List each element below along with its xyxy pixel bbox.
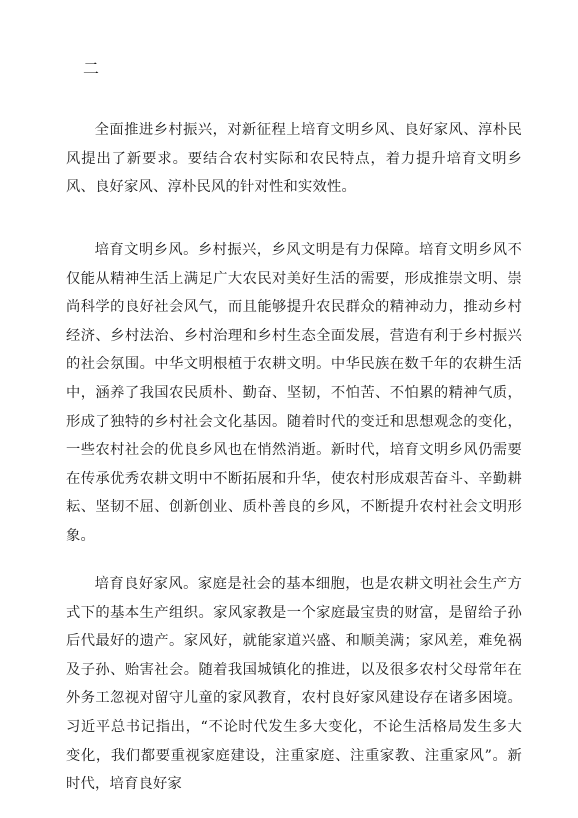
paragraph-civilized-rural-customs: 培育文明乡风。乡村振兴，乡风文明是有力保障。培育文明乡风不仅能从精神生活上满足广大农民对美好生活的需要，形成推崇文明、崇尚科学的良好社会风气，而且能够提升农民群众的精神动力，推动乡村经济、乡村法治、乡村治理和乡村生态全面发展，营造有利于乡村振兴的社会氛围。中华文明根植于农耕文明。中华民族在数千年的农耕生活中，涵养了我国农民质朴、勤奋、坚韧，不怕苦、不怕累的精神气质，形成了独特的乡村社会文化基因。随着时代的变迁和思想观念的变化，一些农村社会的优良乡风也在悄然消逝。新时代，培育文明乡风仍需要在传承优秀农耕文明中不断拓展和升华，使农村形成艰苦奋斗、辛勤耕耘、坚韧不屈、创新创业、质朴善良的乡风，不断提升农村社会文明形象。 — [66, 242, 522, 544]
paragraph-good-family-customs: 培育良好家风。家庭是社会的基本细胞，也是农耕文明社会生产方式下的基本生产组织。家风家教是一个家庭最宝贵的财富，是留给子孙后代最好的遗产。家风好，就能家道兴盛、和顺美满；家风差，难免祸及子孙、贻害社会。随着我国城镇化的推进，以及很多农村父母常年在外务工忽视对留守儿童的家风教育，农村良好家风建设存在诸多困境。习近平总书记指出，“不论时代发生多大变化，不论生活格局发生多大变化，我们都要重视家庭建设，注重家庭、注重家教、注重家风”。新时代，培育良好家 — [66, 576, 522, 793]
paragraph-intro: 全面推进乡村振兴，对新征程上培育文明乡风、良好家风、淳朴民风提出了新要求。要结合农村实际和农民特点，着力提升培育文明乡风、良好家风、淳朴民风的针对性和实效性。 — [66, 122, 522, 196]
section-number: 二 — [83, 59, 100, 78]
